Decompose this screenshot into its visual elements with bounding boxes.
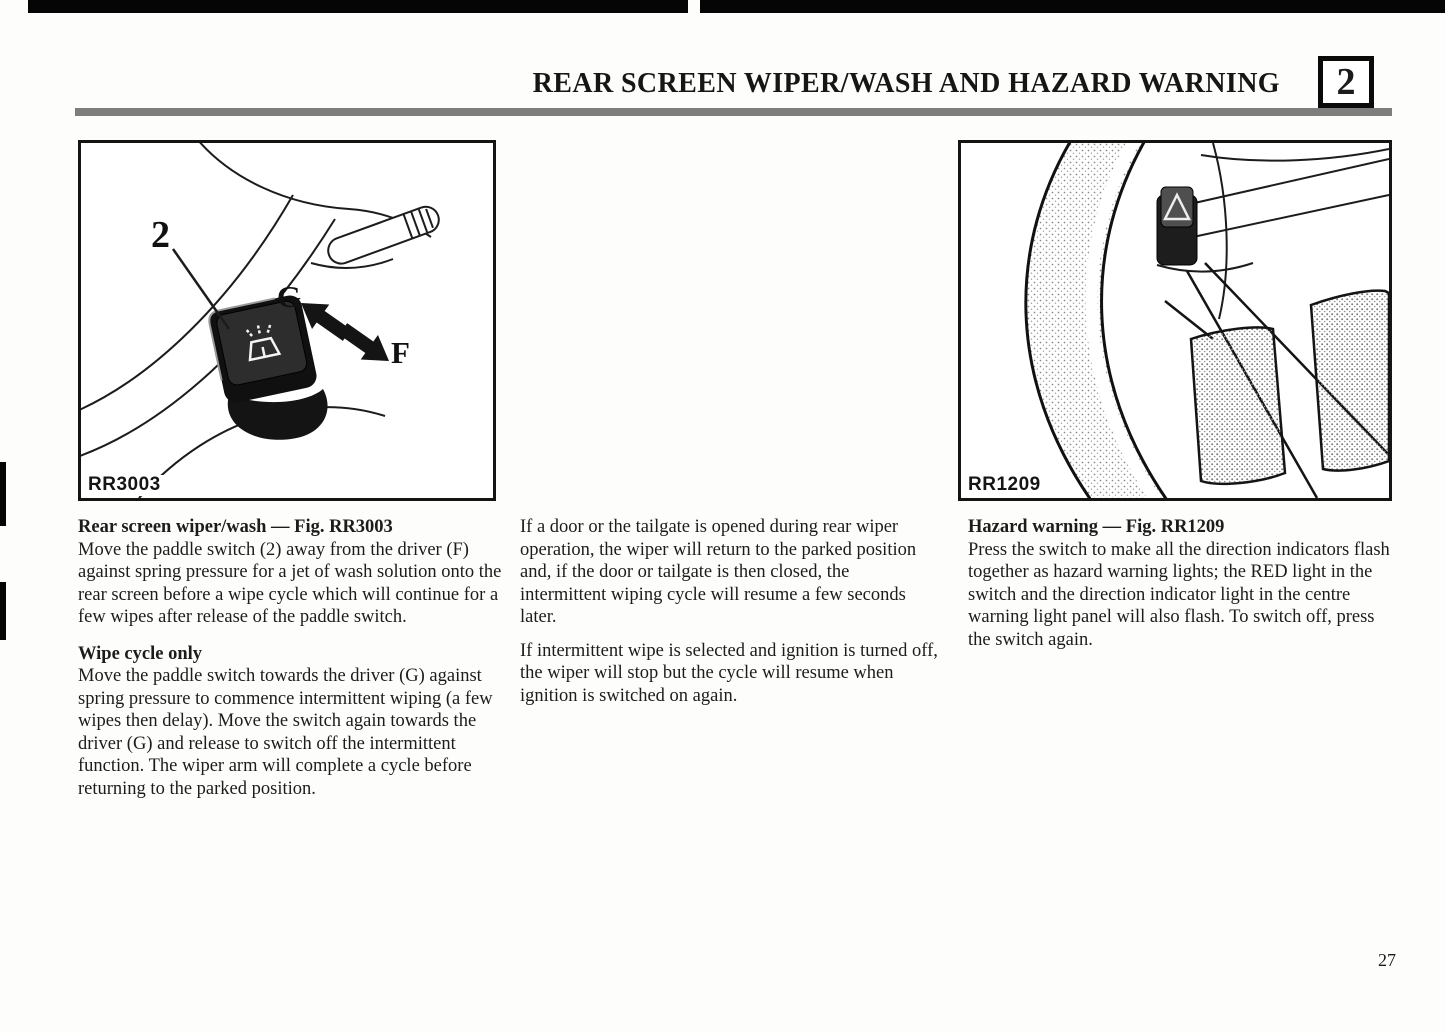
heading-hazard-warning: Hazard warning — Fig. RR1209 [968,517,1225,537]
wiper-switch-illustration [81,143,493,498]
paragraph: Move the paddle switch towards the driver (G) against spring pressure to commence intermittent wiping (a few wipes then delay). Move the switch again towards the driver (G) and release to switch off the intermittent function. The wiper arm will complete a cycle before returning to the parked position. [78,666,493,799]
paragraph: If a door or the tailgate is opened during rear wiper operation, the wiper will return to the parked position and, if the door or tailgate is then closed, the intermittent wiping cycle will resume a few seconds later. [520,517,917,627]
heading-wipe-cycle-only: Wipe cycle only [78,643,203,664]
scan-top-bar-right [700,0,1445,13]
page-title: REAR SCREEN WIPER/WASH AND HAZARD WARNING [532,68,1280,99]
chapter-number-box [1318,56,1374,108]
callout-leader-line [173,249,229,329]
rear-wiper-paddle-switch [207,293,318,404]
wiper-stalk [325,203,443,267]
text-column-3 [968,516,1392,662]
label-f: F [391,335,410,370]
callout-2: 2 [151,214,170,256]
text-column-1 [78,516,502,811]
paragraph: Press the switch to make all the direction indicators flash together as hazard warning lights; the RED light in the switch and the direction indicator light in the centre warning light panel will also flash. To switch off, press the switch again. [968,539,1390,650]
figure-rr1209 [958,140,1392,501]
scan-edge-mark [0,582,6,640]
figure-code-rr3003: RR3003 [84,475,165,496]
figure-code-rr1209: RR1209 [964,475,1045,496]
page-number: 27 [1378,950,1396,970]
hazard-warning-switch [1157,187,1197,265]
title-rule [75,108,1392,116]
heading-rear-screen-wiper-wash: Rear screen wiper/wash — Fig. RR3003 [78,517,393,537]
label-g: G [277,279,302,314]
scan-edge-mark [0,462,6,526]
paragraph: If intermittent wipe is selected and ignition is turned off, the wiper will stop but the cycle will resume when ignition is switched on again. [520,640,938,706]
chapter-number: 2 [1336,61,1356,103]
dash-panel-left [1191,327,1285,483]
dash-panel-right [1311,291,1389,471]
figure-rr3003 [78,140,496,501]
paragraph: Move the paddle switch (2) away from the driver (F) against spring pressure for a jet of wash solution onto the rear screen before a wipe cycle which will continue for a few wipes after release of the paddle switch. [78,539,502,627]
text-column-2 [520,516,938,718]
hazard-switch-illustration [961,143,1389,498]
scan-top-bar-left [28,0,688,13]
